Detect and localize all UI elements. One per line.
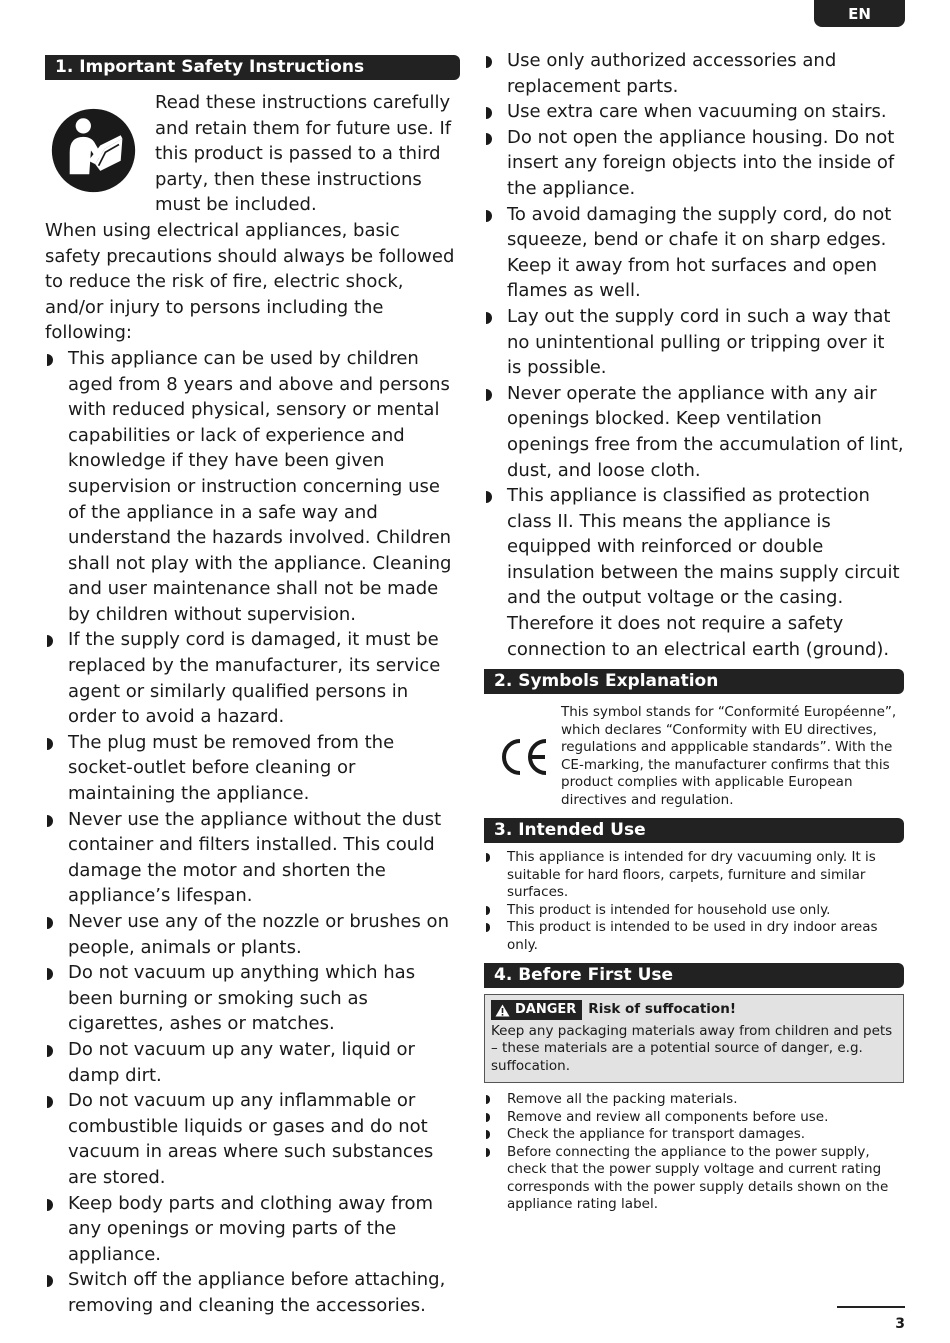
list-item: Do not vacuum up any inflammable or combustible liquids or gases and do not vacuum in areas where such substances are stored. <box>45 1088 460 1190</box>
footer-rule <box>837 1306 905 1308</box>
list-item: Use extra care when vacuuming on stairs. <box>484 99 904 125</box>
left-column <box>45 55 460 1319</box>
safety-lead-text: When using electrical appliances, basic safety precautions should always be followed to reduce the risk of fire, electric shock, and/or injury to persons including the following: <box>45 219 455 344</box>
list-item: If the supply cord is damaged, it must be replaced by the manufacturer, its service agent or similarly qualified persons in order to avoid a hazard. <box>45 627 460 729</box>
section1-heading: 1. Important Safety Instructions <box>45 55 460 80</box>
language-tab: EN <box>814 0 905 27</box>
list-item: To avoid damaging the supply cord, do not squeeze, bend or chafe it on sharp edges. Keep it away from hot surfaces and open flames as well. <box>484 202 904 304</box>
safety-list-left <box>45 346 460 1319</box>
list-item: Never use any of the nozzle or brushes on people, animals or plants. <box>45 909 460 960</box>
danger-notice <box>484 994 904 1083</box>
list-item: Do not open the appliance housing. Do not insert any foreign objects into the inside of the appliance. <box>484 125 904 202</box>
list-item: Do not vacuum up any water, liquid or damp dirt. <box>45 1037 460 1088</box>
list-item: The plug must be removed from the socket-outlet before cleaning or maintaining the appliance. <box>45 730 460 807</box>
list-item: Switch off the appliance before attaching, removing and cleaning the accessories. <box>45 1267 460 1318</box>
section3-heading: 3. Intended Use <box>484 818 904 843</box>
list-item: Never use the appliance without the dust container and filters installed. This could damage the motor and shorten the appliance’s lifespan. <box>45 807 460 909</box>
ce-mark-icon <box>484 704 561 809</box>
danger-text: Keep any packaging materials away from children and pets – these materials are a potential source of danger, e.g. suffocation. <box>491 1022 893 1074</box>
danger-title: Risk of suffocation! <box>588 1001 736 1018</box>
list-item: Keep body parts and clothing away from any openings or moving parts of the appliance. <box>45 1191 460 1268</box>
section2-heading: 2. Symbols Explanation <box>484 669 904 694</box>
list-item: Lay out the supply cord in such a way that no unintentional pulling or tripping over it is possible. <box>484 304 904 381</box>
list-item: This appliance can be used by children aged from 8 years and above and persons with reduced physical, sensory or mental capabilities or lack of experience and knowledge if they have been given supervision or instruction concerning use of the appliance in a safe way and understand the hazards involved. Children shall not play with the appliance. Cleaning and user maintenance shall not be made by children without supervision. <box>45 346 460 628</box>
intro-block <box>45 90 460 218</box>
danger-label: DANGER <box>515 1002 577 1018</box>
before-first-use-list <box>484 1091 904 1214</box>
symbol-explanation-text: This symbol stands for “Conformité Européenne”, which declares “Conformity with EU directives, regulations and appplicable standards”. With the CE-marking, the manufacturer confirms that this product complies with applicable European directives and regulation. <box>561 704 897 808</box>
list-item: This product is intended to be used in dry indoor areas only. <box>484 919 904 954</box>
list-item: Before connecting the appliance to the power supply, check that the power supply voltage and current rating corresponds with the power supply details shown on the appliance rating label. <box>484 1144 904 1214</box>
safety-list-right <box>484 48 904 662</box>
intended-use-list <box>484 849 904 954</box>
list-item: Remove and review all components before use. <box>484 1109 904 1127</box>
list-item: Do not vacuum up anything which has been burning or smoking such as cigarettes, ashes or matches. <box>45 960 460 1037</box>
right-column <box>484 48 904 1214</box>
section4-heading: 4. Before First Use <box>484 963 904 988</box>
list-item: This appliance is intended for dry vacuuming only. It is suitable for hard floors, carpets, furniture and similar surfaces. <box>484 849 904 902</box>
danger-badge <box>491 1000 582 1020</box>
intro-text: Read these instructions carefully and retain them for future use. If this product is passed to a third party, then these instructions must be included. <box>155 92 452 216</box>
page-number: 3 <box>895 1316 905 1332</box>
list-item: Remove all the packing materials. <box>484 1091 904 1109</box>
read-manual-icon <box>51 108 136 193</box>
list-item: Check the appliance for transport damages. <box>484 1126 904 1144</box>
list-item: This appliance is classified as protection class II. This means the appliance is equipped with reinforced or double insulation between the mains supply circuit and the output voltage or the casing. Therefore it does not require a safety connection to an electrical earth (ground). <box>484 483 904 662</box>
list-item: Never operate the appliance with any air openings blocked. Keep ventilation openings free from the accumulation of lint, dust, and loose cloth. <box>484 381 904 483</box>
danger-header <box>491 1000 896 1020</box>
list-item: This product is intended for household use only. <box>484 902 904 920</box>
warning-triangle-icon <box>495 1004 510 1017</box>
symbol-row <box>484 704 904 809</box>
list-item: Use only authorized accessories and replacement parts. <box>484 48 904 99</box>
